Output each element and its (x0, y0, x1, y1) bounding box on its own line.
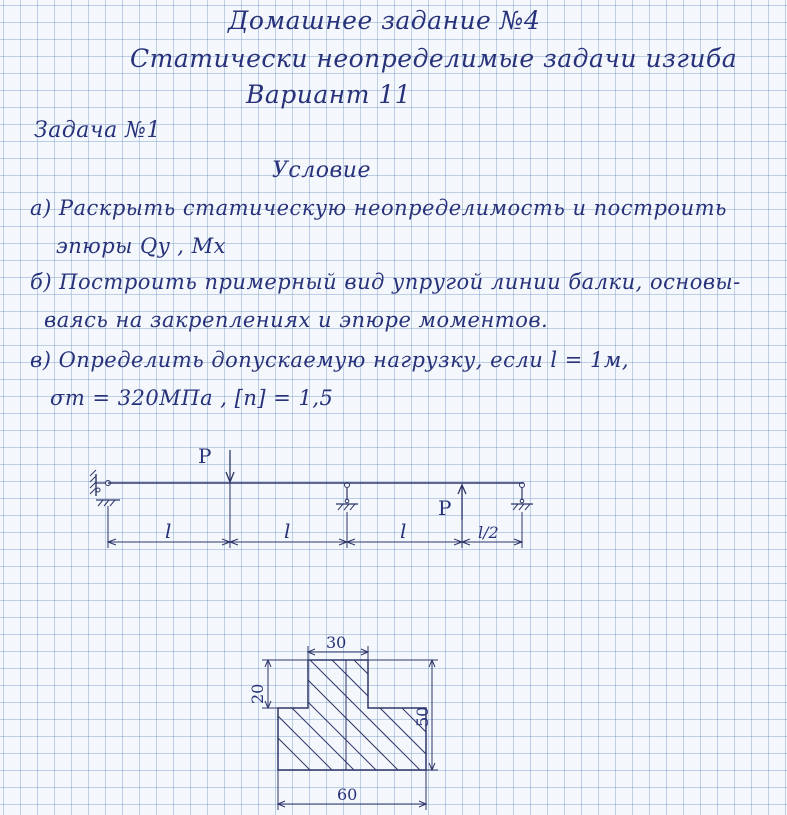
load-label-1: P (198, 444, 212, 468)
span-label-1: l (165, 519, 172, 543)
dim-right-label: 50 (413, 706, 432, 727)
left-support (90, 470, 120, 506)
middle-support (336, 483, 358, 511)
dim-top-label: 30 (326, 633, 347, 652)
condition-heading: Условие (272, 158, 371, 183)
load-arrow-1 (226, 450, 234, 482)
item-c-line-2: σт = 320МПа , [n] = 1,5 (50, 386, 334, 410)
item-c-line-1: в) Определить допускаемую нагрузку, если l = 1м, (30, 348, 630, 372)
dim-left-label: 20 (248, 683, 267, 704)
span-label-2: l (284, 519, 291, 543)
variant-label: Вариант 11 (246, 80, 412, 109)
load-label-2: P (438, 496, 452, 520)
beam-diagram (90, 444, 533, 548)
item-a-line-1: а) Раскрыть статическую неопределимость и построить (30, 196, 727, 220)
dim-bottom-label: 60 (337, 785, 358, 804)
load-arrow-2 (458, 485, 466, 520)
right-support (511, 483, 533, 511)
item-b-line-1: б) Построить примерный вид упругой линии балки, основы- (30, 270, 741, 294)
span-label-3: l (400, 519, 407, 543)
page-title: Домашнее задание №4 (228, 6, 541, 35)
span-label-4: l/2 (478, 523, 499, 542)
item-b-line-2: ваясь на закреплениях и эпюре моментов. (44, 308, 549, 332)
page-subtitle: Статически неопределимые задачи изгиба (130, 44, 738, 73)
cross-section (200, 633, 528, 810)
item-a-line-2: эпюры Qy , Mx (56, 234, 226, 258)
task-label: Задача №1 (34, 118, 161, 143)
